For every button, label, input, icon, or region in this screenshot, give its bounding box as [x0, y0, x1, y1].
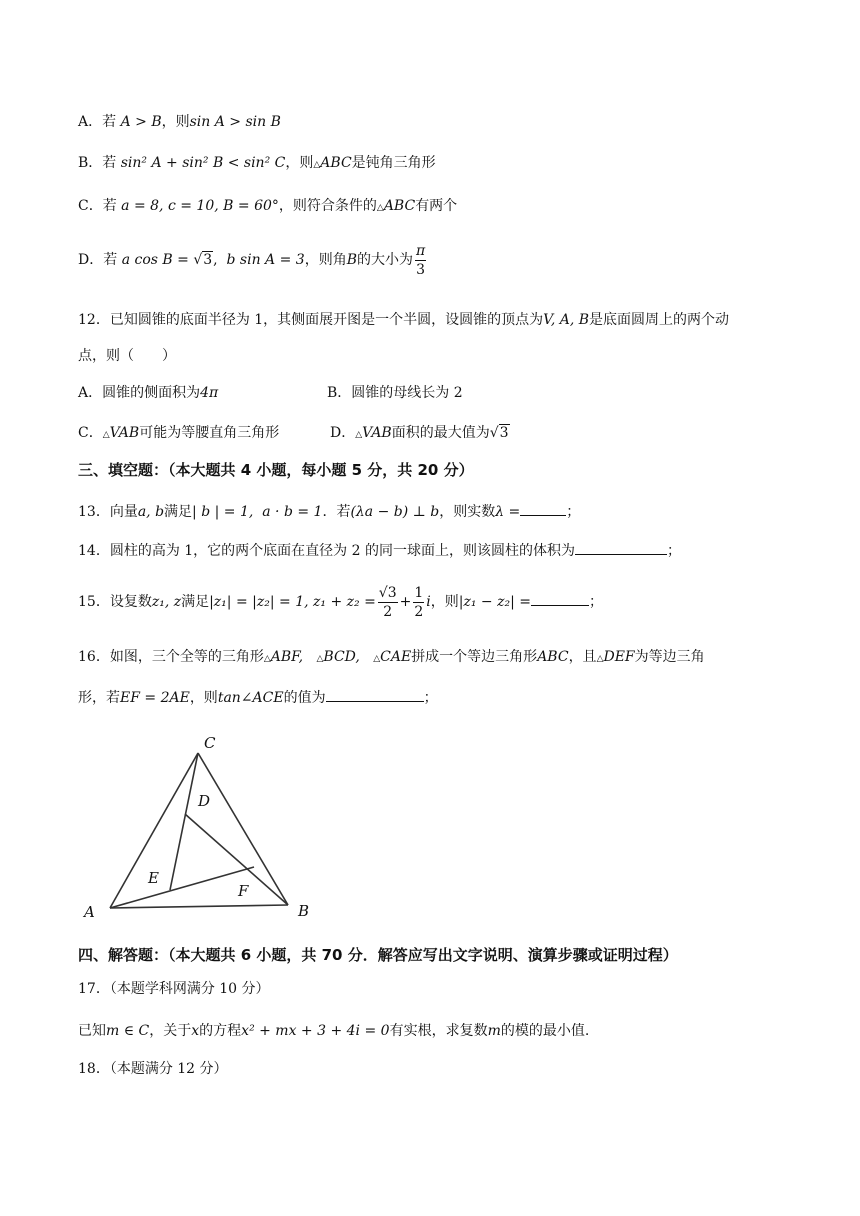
label-f: F [238, 882, 249, 900]
label-d: D [198, 792, 211, 810]
q12-option-d: D．△VAB面积的最大值为√3 [330, 425, 509, 441]
q18-head: 18．（本题满分 12 分） [78, 1061, 228, 1077]
side-ab [110, 905, 288, 908]
triangle-figure [80, 728, 320, 923]
fraction: $\frac{1}{2}$ [414, 584, 424, 620]
q17-head: 17．（本题学科网满分 10 分） [78, 981, 270, 997]
q16-line2: 形，若EF = 2AE，则tan∠ACE的值为 ； [78, 690, 438, 706]
sqrt: √3 [193, 252, 213, 268]
segment-bd [185, 814, 288, 905]
triangle-symbol: △ [355, 430, 363, 440]
q16-line1: 16．如图，三个全等的三角形△ABF, △BCD, △CAE拼成一个等边三角形ABC，且△DEF为等边三角 [78, 649, 705, 665]
q12-stem-line2: 点，则（ ） [78, 348, 176, 364]
q12-option-c: C．△VAB可能为等腰直角三角形 [78, 425, 280, 441]
condition: a = 8, c = 10, B = 60° [121, 198, 279, 214]
q11-option-c: C．若 a = 8, c = 10, B = 60°，则符合条件的△ABC有两个 [78, 198, 458, 214]
q15: 15．设复数z₁, z满足|z₁| = |z₂| = 1, z₁ + z₂ = $\frac{√3}{2}$ + $\frac{1}{2}$ i，则|z₁ − z₂| = ； [78, 584, 604, 620]
fraction: $\frac{\pi}{3}$ [416, 242, 426, 278]
section-3-heading: 三、填空题：（本大题共 4 小题，每小题 5 分，共 20 分） [78, 461, 474, 479]
q12-stem: 12．已知圆锥的底面半径为 1，其侧面展开图是一个半圆，设圆锥的顶点为V, A, B是底面圆周上的两个动 [78, 312, 730, 328]
q14: 14．圆柱的高为 1，它的两个底面在直径为 2 的同一球面上，则该圆柱的体积为 ； [78, 543, 681, 559]
q13: 13．向量a, b满足| b | = 1, a · b = 1．若(λa − b) ⊥ b，则实数λ = ； [78, 504, 581, 520]
label-a: A [84, 903, 95, 921]
q17-body: 已知m ∈ C，关于x的方程x² + mx + 3 + 4i = 0有实根，求复数m的模的最小值. [78, 1023, 590, 1039]
q11-option-d: D．若 a cos B = √3, b sin A = 3，则角B的大小为 $\frac{\pi}{3}$ [78, 240, 428, 280]
result: sin A > sin B [189, 114, 281, 130]
answer-blank[interactable] [326, 689, 424, 702]
answer-blank[interactable] [520, 503, 566, 516]
triangle-lines [110, 753, 288, 908]
condition: sin² A + sin² B < sin² C [120, 155, 286, 171]
answer-blank[interactable] [531, 593, 589, 606]
triangle-symbol: △ [313, 160, 321, 170]
fraction: $\frac{√3}{2}$ [378, 584, 397, 620]
triangle-symbol: △ [376, 203, 384, 213]
q12-option-b: B．圆锥的母线长为 2 [327, 385, 463, 401]
q12-option-a: A．圆锥的侧面积为4π [78, 385, 219, 401]
q11-option-a: A．若 A > B，则sin A > sin B [78, 114, 281, 130]
label-e: E [148, 869, 159, 887]
label-b: B [298, 902, 310, 920]
sqrt: √3 [489, 425, 509, 441]
answer-blank[interactable] [575, 542, 667, 555]
segment-af [110, 867, 254, 908]
label-c: C [204, 734, 216, 752]
section-4-heading: 四、解答题：（本大题共 6 小题，共 70 分．解答应写出文字说明、演算步骤或证明过程） [78, 946, 678, 964]
triangle-symbol: △ [102, 430, 110, 440]
q11-option-b: B．若 sin² A + sin² B < sin² C，则△ABC是钝角三角形 [78, 155, 436, 171]
condition: A > B [120, 114, 162, 130]
